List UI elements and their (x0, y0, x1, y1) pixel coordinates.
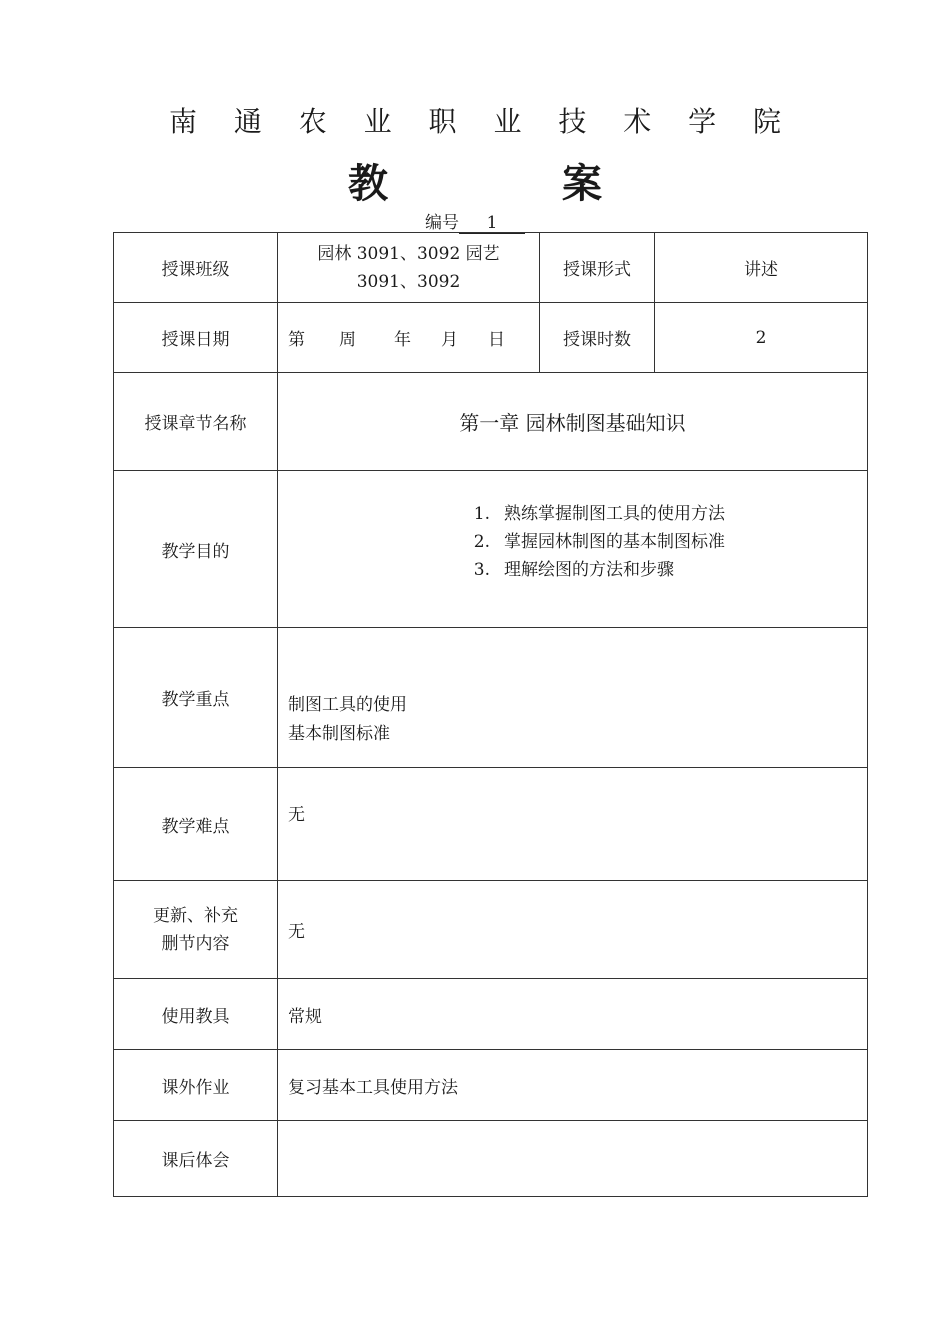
reflection-value (278, 1121, 868, 1197)
school-name: 南 通 农 业 职 业 技 术 学 院 (168, 105, 796, 138)
goals-list-cell (278, 471, 868, 628)
date-week: 第 周 (288, 330, 356, 350)
date-month: 月 (441, 330, 458, 350)
form-label: 授课形式 (540, 233, 655, 303)
difficulty-value: 无 (278, 768, 868, 881)
key-points (278, 628, 868, 768)
chapter-value: 第一章 园林制图基础知识 (278, 373, 868, 471)
date-day: 日 (488, 330, 505, 350)
row-update (114, 881, 868, 979)
date-label: 授课日期 (114, 303, 278, 373)
class-value-line2: 3091、3092 (356, 271, 461, 292)
row-tools (114, 979, 868, 1050)
hours-label: 授课时数 (540, 303, 655, 373)
update-label (114, 881, 278, 979)
key-label: 教学重点 (114, 628, 278, 768)
row-difficulty (114, 768, 868, 881)
homework-value: 复习基本工具使用方法 (278, 1050, 868, 1121)
date-year: 年 (394, 330, 411, 350)
form-value: 讲述 (655, 233, 868, 303)
lesson-plan-table (113, 232, 868, 1197)
serial-number (0, 208, 950, 234)
update-value: 无 (278, 881, 868, 979)
row-key-points (114, 628, 868, 768)
date-value (278, 303, 540, 373)
goals-label: 教学目的 (114, 471, 278, 628)
class-value-line1: 园林 3091、3092 园艺 (317, 243, 500, 264)
key-point: 基本制图标准 (288, 723, 390, 744)
list-item: 2. 掌握园林制图的基本制图标准 (473, 532, 725, 552)
row-homework (114, 1050, 868, 1121)
class-label: 授课班级 (114, 233, 278, 303)
tools-label: 使用教具 (114, 979, 278, 1050)
serial-value: 1 (459, 213, 525, 234)
serial-label: 编号 (425, 213, 459, 233)
class-value (278, 233, 540, 303)
hours-value: 2 (655, 303, 868, 373)
row-reflection (114, 1121, 868, 1197)
list-item: 1. 熟练掌握制图工具的使用方法 (473, 504, 725, 524)
update-label-line1: 更新、补充 (153, 905, 238, 926)
key-point: 制图工具的使用 (288, 694, 407, 715)
row-chapter (114, 373, 868, 471)
row-class (114, 233, 868, 303)
document-title: 教 案 (348, 160, 682, 207)
row-date (114, 303, 868, 373)
homework-label: 课外作业 (114, 1050, 278, 1121)
difficulty-label: 教学难点 (114, 768, 278, 881)
goals-list (458, 500, 867, 584)
tools-value: 常规 (278, 979, 868, 1050)
update-label-line2: 删节内容 (161, 933, 230, 954)
reflection-label: 课后体会 (114, 1121, 278, 1197)
chapter-label: 授课章节名称 (114, 373, 278, 471)
list-item: 3. 理解绘图的方法和步骤 (473, 560, 674, 580)
row-goals (114, 471, 868, 628)
